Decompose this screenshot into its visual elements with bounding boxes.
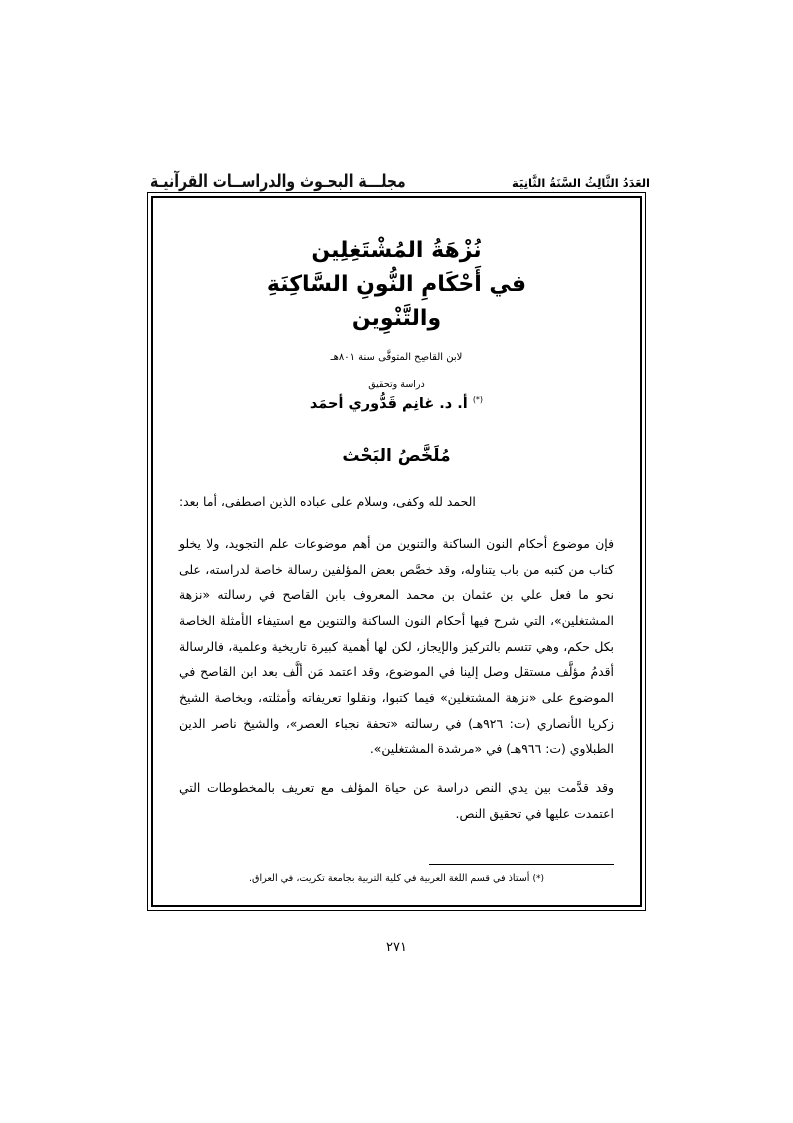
page-border-frame — [147, 192, 646, 911]
abstract-paragraph-2: وقد قدَّمت بين يدي النص دراسة عن حياة المؤلف مع تعريف بالمخطوطات التي اعتمدت عليها في تحقيق النص. — [179, 779, 614, 821]
footnote-area — [179, 864, 614, 887]
author-footnote-marker: (*) — [472, 395, 484, 405]
journal-masthead: مجلـــة البحـوث والدراســات القرآنيـة — [150, 171, 406, 192]
page-content — [165, 208, 628, 897]
footnote-separator-rule — [429, 864, 614, 865]
abstract-body — [165, 490, 628, 826]
footnote-marker: (*) — [532, 873, 545, 884]
footnote-body: أستاذ في قسم اللغة العربية في كلية التربية بجامعة تكريت، في العراق. — [248, 872, 530, 884]
title-line-2: في أَحْكَامِ النُّونِ السَّاكِنَةِ والتَّنْوِين — [266, 272, 527, 332]
work-attribution: لابن القاصِح المتوفَّى سنة ٨٠١هـ — [330, 352, 463, 364]
abstract-opening-line: الحمد لله وكفى، وسلام على عباده الذين اصطفى، أما بعد: — [179, 494, 476, 510]
running-header — [150, 155, 650, 193]
footnote — [179, 871, 614, 887]
title-line-1: نُزْهَةُ المُشْتَغِلِين — [311, 238, 482, 263]
page-title — [232, 234, 562, 336]
editorial-role-label: دراسة وتحقيق — [368, 379, 425, 391]
page-border-inner-rule — [151, 196, 642, 907]
title-block — [165, 234, 628, 412]
page-number: ٢٧١ — [386, 940, 407, 955]
abstract-paragraph-1: فإن موضوع أحكام النون الساكنة والتنوين من أهم موضوعات علم التجويد، ولا يخلو كتاب من كتبه من باب يتناوله، وقد خصَّص بعض المؤلفين رسالة خاصة لدراسته، على نحو ما فعل علي بن عثمان بن محمد المعروف بابن القاصح في رسالته «نزهة المشتغلين»، التي شرح فيها أحكام النون الساكنة والتنوين مع استيفاء الأمثلة الخاصة بكل حكم، وهي تتسم بالتركيز والإيجاز، لكن لها أهمية كبيرة تاريخية وعلمية، فالرسالة أقدمُ مؤلَّف مستقل وصل إلينا في الموضوع، وقد اعتمد مَن ألَّف بعد ابن القاصح في الموضوع على «نزهة المشتغلين» فيما كتبوا، ونقلوا تعريفاته وأمثلته، وبخاصة الشيخ زكريا الأنصاري (ت: ٩٢٦هـ) في رسالته «تحفة نجباء العصر»، والشيخ ناصر الدين الطبلاوي (ت: ٩٦٦هـ) في «مرشدة المشتغلين». — [179, 535, 614, 757]
issue-and-year-line: العَدَدُ الثَّالِثُ السَّنَةُ الثَّانِيَة — [512, 175, 650, 190]
abstract-heading: مُلَخَّصُ البَحْث — [342, 446, 451, 467]
author-name: أ. د. غانِم قَدُّوري أحمَد — [309, 396, 468, 413]
author-byline — [165, 395, 628, 412]
